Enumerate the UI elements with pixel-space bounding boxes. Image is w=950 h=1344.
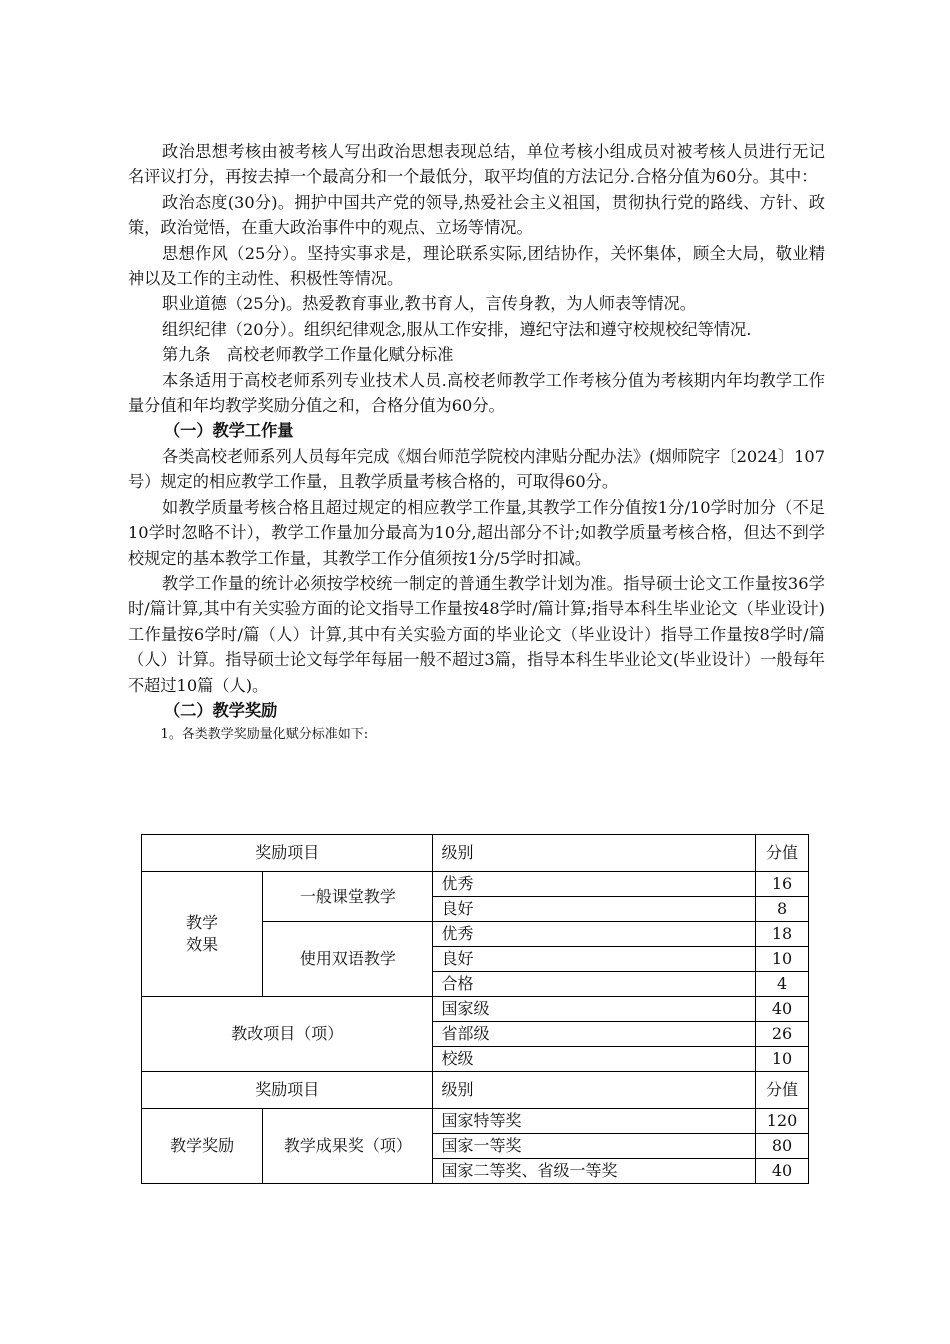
header-level: 级别 xyxy=(433,835,756,872)
level-cell: 良好 xyxy=(433,947,756,972)
score-cell: 18 xyxy=(756,922,809,947)
paragraph-professional-ethics: 职业道德（25分)。热爱教育事业,教书育人，言传身教，为人师表等情况。 xyxy=(162,294,696,314)
score-cell: 16 xyxy=(756,872,809,897)
score-cell: 120 xyxy=(756,1109,809,1134)
paragraph-political-attitude: 政治态度(30分)。拥护中国共产党的领导,热爱社会主义祖国，贯彻执行党的路线、方针、政策，政治觉悟，在重大政治事件中的观点、立场等情况。 xyxy=(128,192,825,238)
group-teaching-award: 教学奖励 xyxy=(142,1109,263,1184)
header-reward-item: 奖励项目 xyxy=(142,835,433,872)
level-cell: 优秀 xyxy=(433,922,756,947)
subheader-score: 分值 xyxy=(756,1072,809,1109)
header-score: 分值 xyxy=(756,835,809,872)
paragraph-article-scope: 本条适用于高校老师系列专业技术人员.高校老师教学工作考核分值为考核期内年均教学工作量分值和年均教学奖励分值之和，合格分值为60分。 xyxy=(128,370,825,416)
level-cell: 优秀 xyxy=(433,872,756,897)
score-cell: 80 xyxy=(756,1134,809,1159)
table-row xyxy=(142,872,809,897)
level-cell: 国家二等奖、省级一等奖 xyxy=(433,1159,756,1184)
table-row xyxy=(142,997,809,1022)
score-cell: 40 xyxy=(756,997,809,1022)
table-intro-note: 1。各类教学奖励量化赋分标准如下: xyxy=(160,727,369,743)
table-subheader-row xyxy=(142,1072,809,1109)
score-cell: 8 xyxy=(756,897,809,922)
level-cell: 省部级 xyxy=(433,1022,756,1047)
score-cell: 26 xyxy=(756,1022,809,1047)
body-text xyxy=(128,139,825,744)
table-header-row xyxy=(142,835,809,872)
item-achievement-award: 教学成果奖（项） xyxy=(263,1109,433,1184)
item-general-class: 一般课堂教学 xyxy=(263,872,433,922)
score-cell: 10 xyxy=(756,947,809,972)
paragraph-discipline: 组织纪律（20分）。组织纪律观念,服从工作安排，遵纪守法和遵守校规校纪等情况. xyxy=(162,319,752,339)
paragraph-workload-extra: 如教学质量考核合格且超过规定的相应教学工作量,其教学工作分值按1分/10学时加分（不足10学时忽略不计），教学工作量加分最高为10分,超出部分不计;如教学质量考核合格，但达不到学校规定的基本教学工作量，其教学工作分值须按1分/5学时扣减。 xyxy=(128,497,825,568)
score-cell: 4 xyxy=(756,972,809,997)
reward-score-table xyxy=(141,834,809,1184)
level-cell: 校级 xyxy=(433,1047,756,1072)
table-row xyxy=(142,1109,809,1134)
item-reform-project: 教改项目（项） xyxy=(142,997,433,1072)
paragraph-workload-statistics: 教学工作量的统计必须按学校统一制定的普通生教学计划为准。指导硕士论文工作量按36学时/篇计算,其中有关实验方面的论文指导工作量按48学时/篇计算;指导本科生毕业论文（毕业设计)工作量按6学时/篇（人）计算,其中有关实验方面的毕业论文（毕业设计）指导工作量按8学时/篇（人）计算。指导硕士论文每学年每届一般不超过3篇，指导本科生毕业论文(毕业设计）一般每年不超过10篇（人)。 xyxy=(128,573,825,695)
subheader-reward-item: 奖励项目 xyxy=(142,1072,433,1109)
paragraph-ideological-style: 思想作风（25分）。坚持实事求是，理论联系实际,团结协作，关怀集体，顾全大局，敬业精神以及工作的主动性、积极性等情况。 xyxy=(128,243,825,289)
level-cell: 国家特等奖 xyxy=(433,1109,756,1134)
section-heading-workload: （一）教学工作量 xyxy=(164,421,294,441)
subheader-level: 级别 xyxy=(433,1072,756,1109)
item-bilingual: 使用双语教学 xyxy=(263,922,433,997)
paragraph-workload-basic: 各类高校老师系列人员每年完成《烟台师范学院校内津贴分配办法》(烟师院字〔2024〕107号）规定的相应教学工作量，且教学质量考核合格的，可取得60分。 xyxy=(128,446,825,492)
score-cell: 10 xyxy=(756,1047,809,1072)
level-cell: 国家一等奖 xyxy=(433,1134,756,1159)
section-heading-rewards: （二）教学奖励 xyxy=(164,700,278,720)
score-cell: 40 xyxy=(756,1159,809,1184)
level-cell: 合格 xyxy=(433,972,756,997)
article-nine-heading: 第九条 高校老师教学工作量化赋分标准 xyxy=(162,345,454,365)
paragraph-political-assessment: 政治思想考核由被考核人写出政治思想表现总结，单位考核小组成员对被考核人员进行无记名评议打分，再按去掉一个最高分和一个最低分，取平均值的方法记分.合格分值为60分。其中： xyxy=(128,142,825,187)
level-cell: 良好 xyxy=(433,897,756,922)
level-cell: 国家级 xyxy=(433,997,756,1022)
group-teaching-effect: 教学 效果 xyxy=(142,872,263,997)
